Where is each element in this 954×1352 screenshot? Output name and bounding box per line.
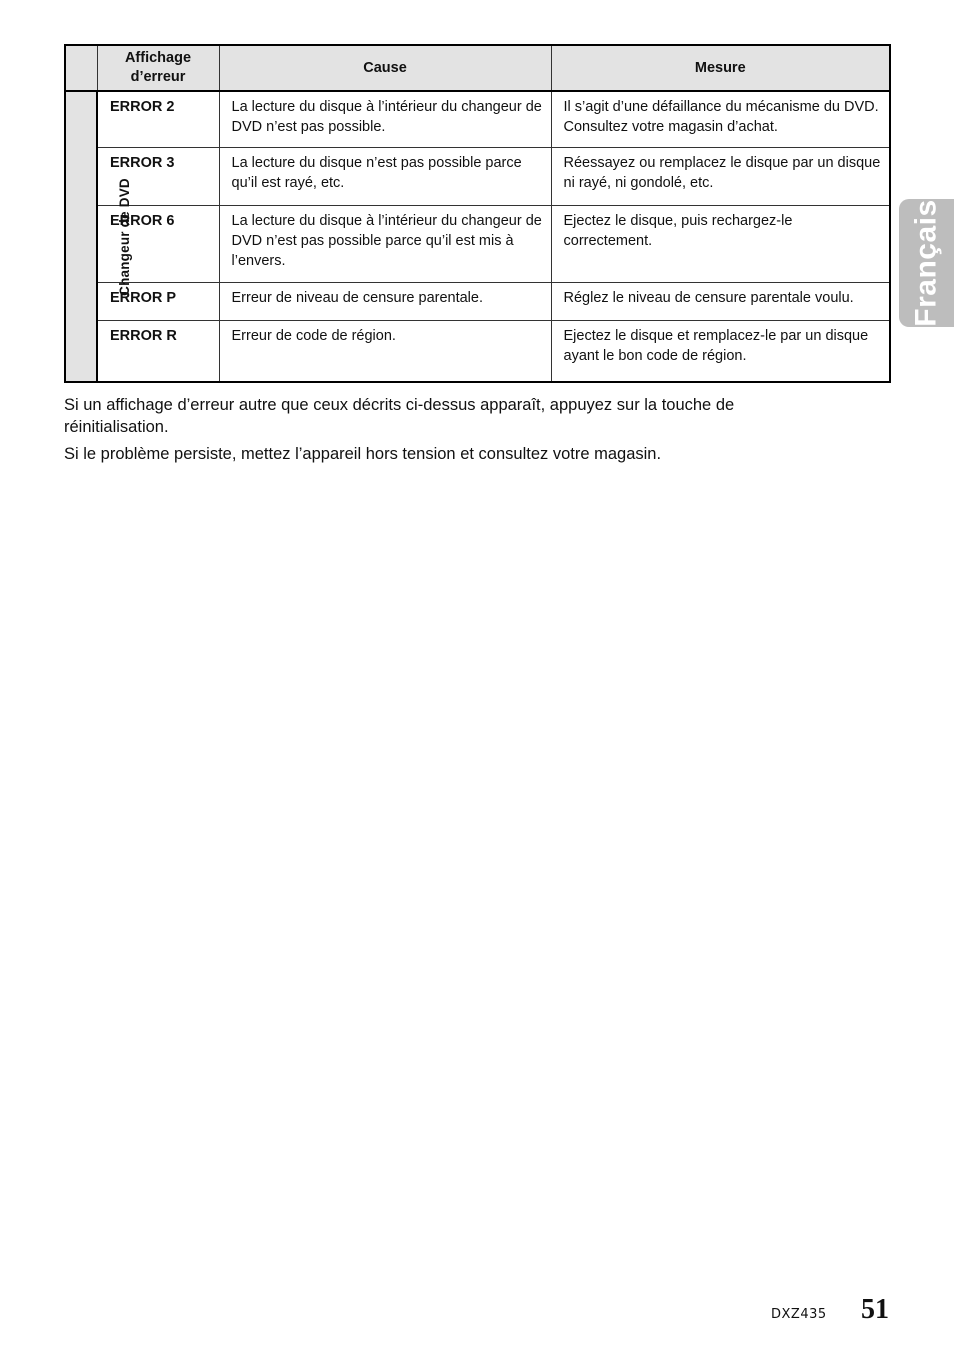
error-code: ERROR 2 [97,91,219,148]
error-code: ERROR 6 [97,206,219,283]
note-persist: Si le problème persiste, mettez l’appareil hors tension et consultez votre magasin. [64,445,662,463]
error-measure: Réglez le niveau de censure parentale voulu. [551,283,890,321]
error-measure: Il s’agit d’une défaillance du mécanisme du DVD. Consultez votre magasin d’achat. [551,91,890,148]
header-display: Affichage d’erreur [97,45,219,91]
table-row [65,283,890,321]
table-row [65,148,890,206]
error-measure: Ejectez le disque, puis rechargez-le correctement. [551,206,890,283]
error-code: ERROR 3 [97,148,219,206]
table-row [65,321,890,383]
error-code: ERROR P [97,283,219,321]
header-cause: Cause [219,45,551,91]
group-cell [65,91,132,382]
language-tab [899,199,954,327]
error-code: ERROR R [97,321,219,383]
error-cause: Erreur de niveau de censure parentale. [219,283,551,321]
note-reset: Si un affichage d’erreur autre que ceux décrits ci-dessus apparaît, appuyez sur la touche de réinitialisation. [64,396,735,436]
table-row [65,91,890,148]
error-cause: Erreur de code de région. [219,321,551,383]
error-measure: Ejectez le disque et remplacez-le par un disque ayant le bon code de région. [551,321,890,383]
error-cause: La lecture du disque à l’intérieur du changeur de DVD n’est pas possible parce qu’il est mis à l’envers. [219,206,551,283]
language-tab-label: Français [909,199,943,327]
error-measure: Réessayez ou remplacez le disque par un disque ni rayé, ni gondolé, etc. [551,148,890,206]
header-corner [65,45,97,91]
group-label: Changeur de DVD [116,177,132,296]
table-row [65,206,890,283]
header-measure: Mesure [551,45,890,91]
model-number: DXZ435 [771,1307,827,1322]
error-cause: La lecture du disque à l’intérieur du changeur de DVD n’est pas possible. [219,91,551,148]
error-cause: La lecture du disque n’est pas possible parce qu’il est rayé, etc. [219,148,551,206]
page-number: 51 [861,1294,889,1325]
table-header-row [65,45,890,91]
error-table [64,44,891,383]
